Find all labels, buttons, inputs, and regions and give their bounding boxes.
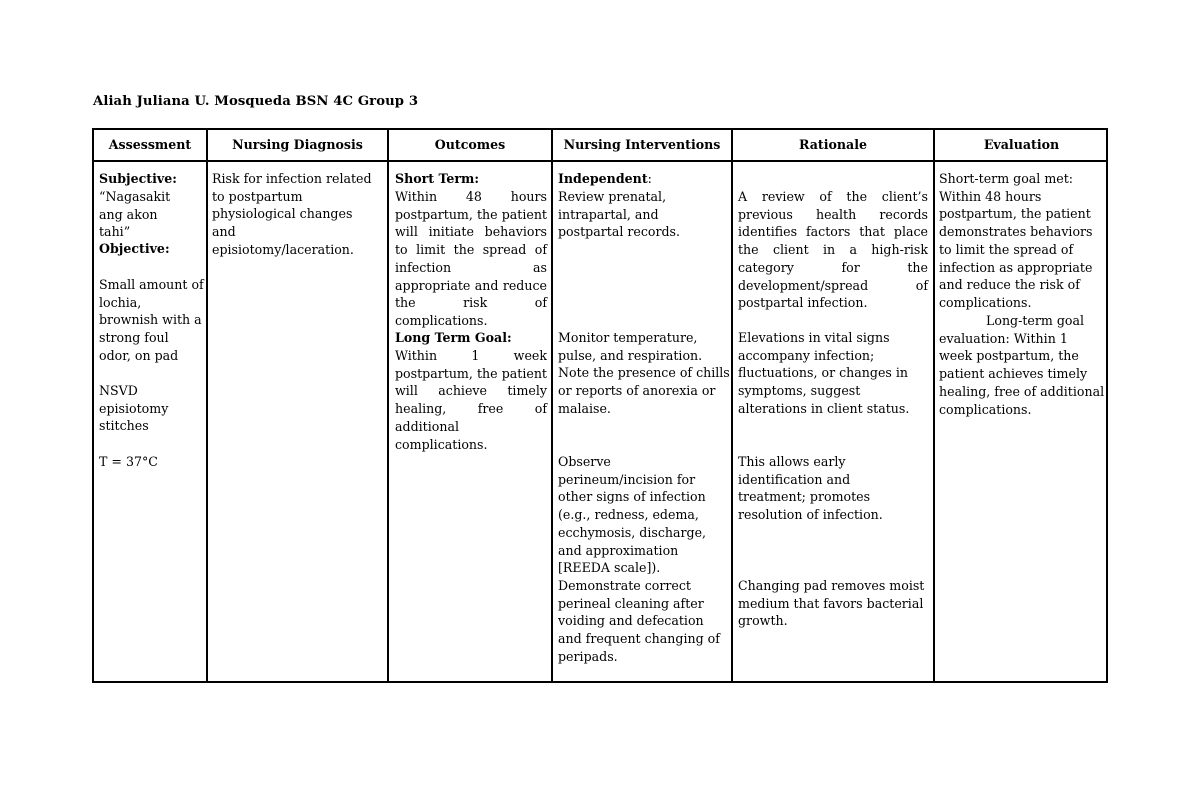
nursing-care-plan-table xyxy=(92,128,1108,683)
independent-heading xyxy=(558,170,728,188)
column-divider xyxy=(387,130,389,681)
delivery-text: NSVD episiotomy stitches xyxy=(99,383,169,434)
rationale-item: A review of the client’s previous health records identifies factors that place the client in a high-risk category for the development/spread of postpartal infection. xyxy=(738,189,928,311)
column-divider xyxy=(551,130,553,681)
subjective-label: Subjective: xyxy=(99,171,177,186)
rationale-item: Elevations in vital signs accompany infection; fluctuations, or changes in symptoms, suggest alterations in client status. xyxy=(738,330,910,416)
column-header-evaluation: Evaluation xyxy=(983,137,1060,152)
diagnosis-text: Risk for infection related to postpartum physiological changes and episiotomy/laceration. xyxy=(212,171,372,257)
intervention-item: Demonstrate correct perineal cleaning after voiding and defecation and frequent changing of peripads. xyxy=(558,578,720,664)
rationale-item: This allows early identification and treatment; promotes resolution of infection. xyxy=(738,454,883,523)
column-header-nursing-diagnosis: Nursing Diagnosis xyxy=(232,137,363,152)
objective-text: Small amount of lochia, brownish with a strong foul odor, on pad xyxy=(99,277,204,363)
column-divider xyxy=(933,130,935,681)
column-header-assessment: Assessment xyxy=(108,137,192,152)
column-header-nursing-interventions: Nursing Interventions xyxy=(563,137,721,152)
intervention-item: Observe perineum/incision for other signs of infection (e.g., redness, edema, ecchymosis, discharge, and approximation [REEDA scale]). xyxy=(558,454,707,576)
header-divider xyxy=(94,160,1106,162)
column-divider xyxy=(206,130,208,681)
short-term-label: Short Term: xyxy=(395,171,480,186)
evaluation-short-term: Short-term goal met: Within 48 hours postpartum, the patient demonstrates behaviors to limit the spread of infection as appropriate and reduce the risk of complications. xyxy=(939,171,1093,310)
temperature-text: T = 37°C xyxy=(99,454,158,469)
subjective-text: “Nagasakit ang akon tahi” xyxy=(99,189,171,240)
column-header-outcomes: Outcomes xyxy=(434,137,506,152)
long-term-label: Long Term Goal: xyxy=(395,330,512,345)
independent-label: Independent xyxy=(558,171,648,186)
column-header-rationale: Rationale xyxy=(798,137,868,152)
intervention-item: Review prenatal, intrapartal, and postpartal records. xyxy=(558,189,681,240)
intervention-item: Monitor temperature, pulse, and respiration. Note the presence of chills or reports of anorexia or malaise. xyxy=(558,330,730,416)
column-divider xyxy=(731,130,733,681)
evaluation-long-term: Long-term goal evaluation: Within 1 week postpartum, the patient achieves timely healing, free of additional complications. xyxy=(939,313,1105,417)
long-term-text: Within 1 week postpartum, the patient will achieve timely healing, free of additional complications. xyxy=(395,348,547,452)
document-title: Aliah Juliana U. Mosqueda BSN 4C Group 3 xyxy=(93,94,419,109)
objective-label: Objective: xyxy=(99,241,170,256)
rationale-item: Changing pad removes moist medium that favors bacterial growth. xyxy=(738,578,925,629)
short-term-text: Within 48 hours postpartum, the patient will initiate behaviors to limit the spread of infection as appropriate and reduce the risk of complications. xyxy=(395,189,547,328)
independent-colon: : xyxy=(647,171,652,186)
